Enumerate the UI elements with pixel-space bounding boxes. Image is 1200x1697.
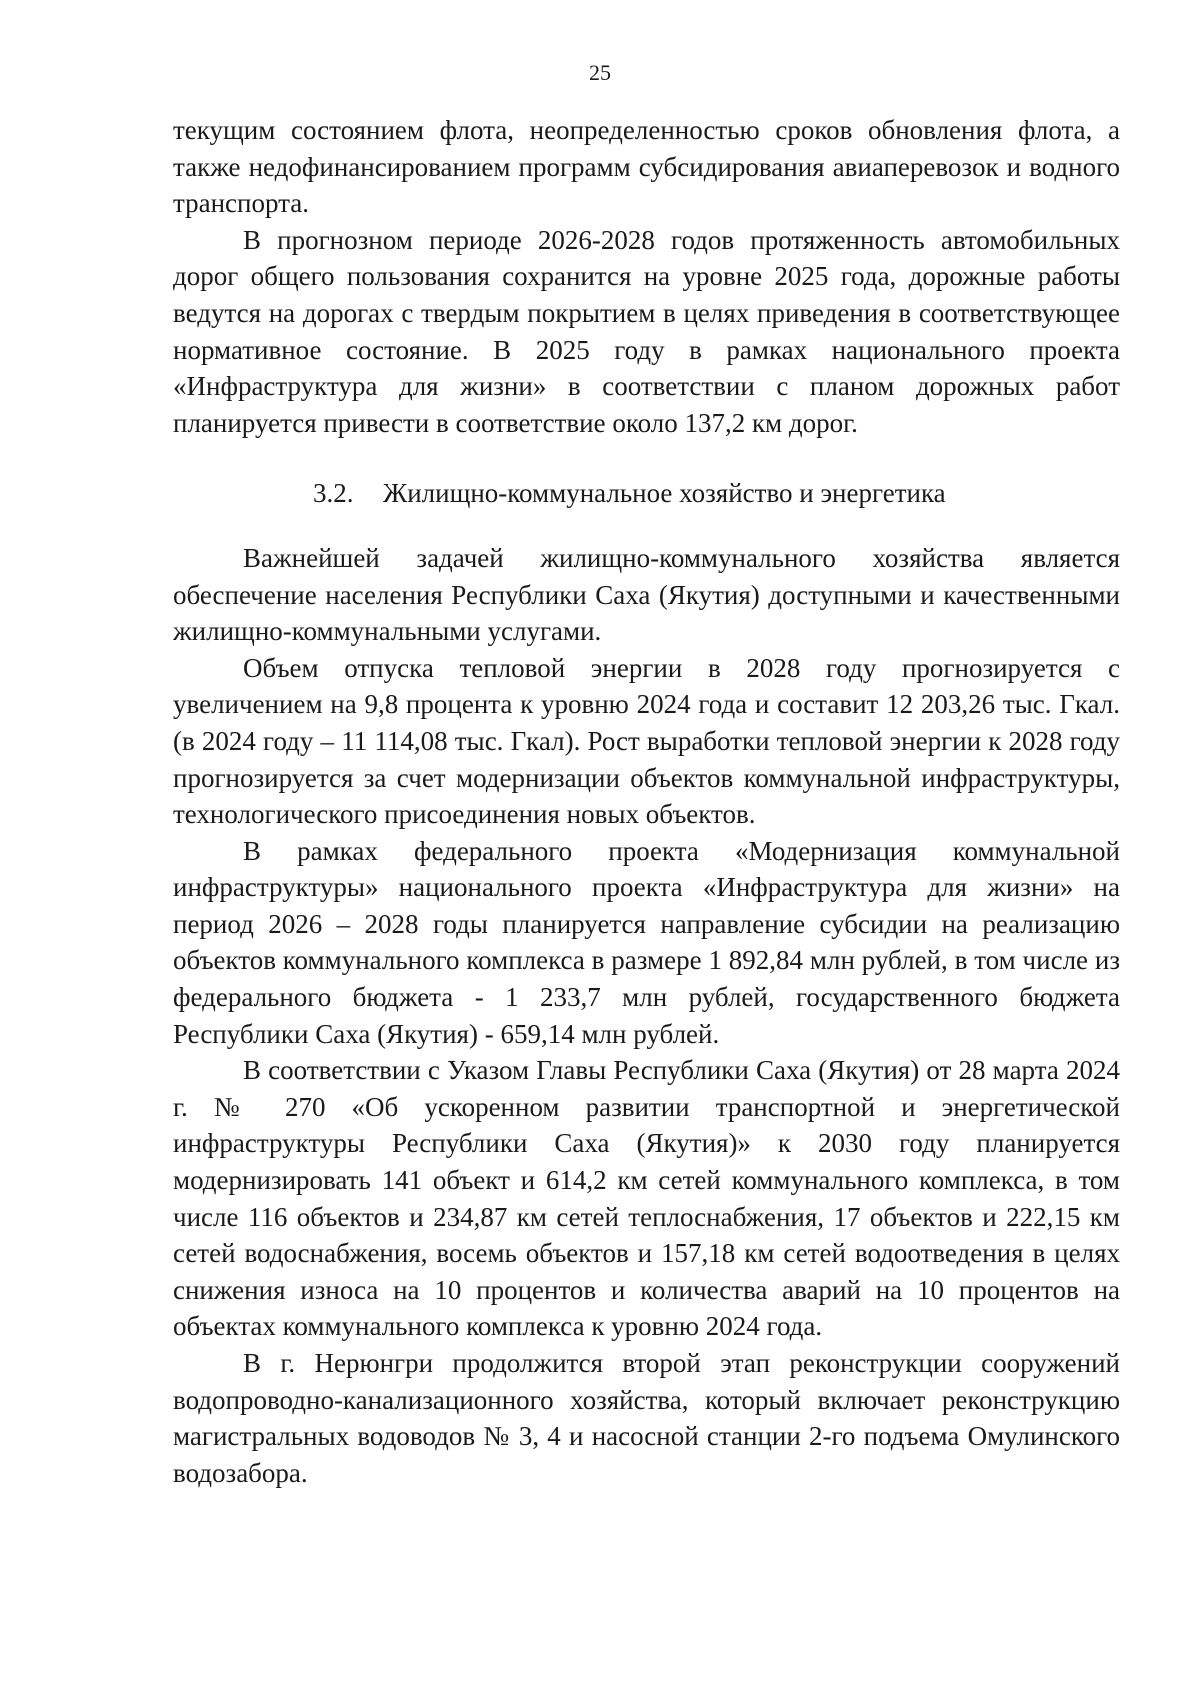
paragraph-federal-project: В рамках федерального проекта «Модернизация коммунальной инфраструктуры» национального проекта «Инфраструктура для жизни» на период 2026 – 2028 годы планируется направление субсидии на реализацию объектов коммунального комплекса в размере 1 892,84 млн рублей, в том числе из федерального бюджета - 1 233,7 млн рублей, государственного бюджета Республики Саха (Якутия) - 659,14 млн рублей. [173,835,1120,1049]
paragraph-housing-task: Важнейшей задачей жилищно-коммунального хозяйства является обеспечение населения Республики Саха (Якутия) доступными и качественными жилищно-коммунальными услугами. [173,542,1120,647]
paragraph-heat-energy: Объем отпуска тепловой энергии в 2028 году прогнозируется с увеличением на 9,8 процента к уровню 2024 года и составит 12 203,26 тыс. Гкал. (в 2024 году – 11 114,08 тыс. Гкал). Рост выработки тепловой энергии к 2028 году прогнозируется за счет модернизации объектов коммунальной инфраструктуры, технологического присоединения новых объектов. [173,652,1120,830]
section-heading [173,475,1120,512]
section-number: 3.2. [313,478,354,509]
paragraph-neryungri: В г. Нерюнгри продолжится второй этап реконструкции сооружений водопроводно-канализационного хозяйства, который включает реконструкцию магистральных водоводов № 3, 4 и насосной станции 2-го подъема Омулинского водозабора. [173,1348,1120,1488]
page-number: 25 [589,60,611,85]
paragraph-decree: В соответствии с Указом Главы Республики Саха (Якутия) от 28 марта 2024 г. № 270 «Об ускоренном развитии транспортной и энергетической инфраструктуры Республики Саха (Якутия)» к 2030 году планируется модернизировать 141 объект и 614,2 км сетей коммунального комплекса, в том числе 116 объектов и 234,87 км сетей теплоснабжения, 17 объектов и 222,15 км сетей водоснабжения, восемь объектов и 157,18 км сетей водоотведения в целях снижения износа на 10 процентов и количества аварий на 10 процентов на объектах коммунального комплекса к уровню 2024 года. [173,1055,1120,1342]
paragraph-roads-forecast: В прогнозном периоде 2026-2028 годов протяженность автомобильных дорог общего пользования сохранится на уровне 2025 года, дорожные работы ведутся на дорогах с твердым покрытием в целях приведения в соответствующее нормативное состояние. В 2025 году в рамках национального проекта «Инфраструктура для жизни» в соответствии с планом дорожных работ планируется привести в соответствие около 137,2 км дорог. [173,224,1120,438]
section-title: Жилищно-коммунальное хозяйство и энергетика [383,478,946,509]
paragraph-continuation: текущим состоянием флота, неопределенностью сроков обновления флота, а также недофинансированием программ субсидирования авиаперевозок и водного транспорта. [173,115,1120,219]
page-content [173,112,1120,1491]
